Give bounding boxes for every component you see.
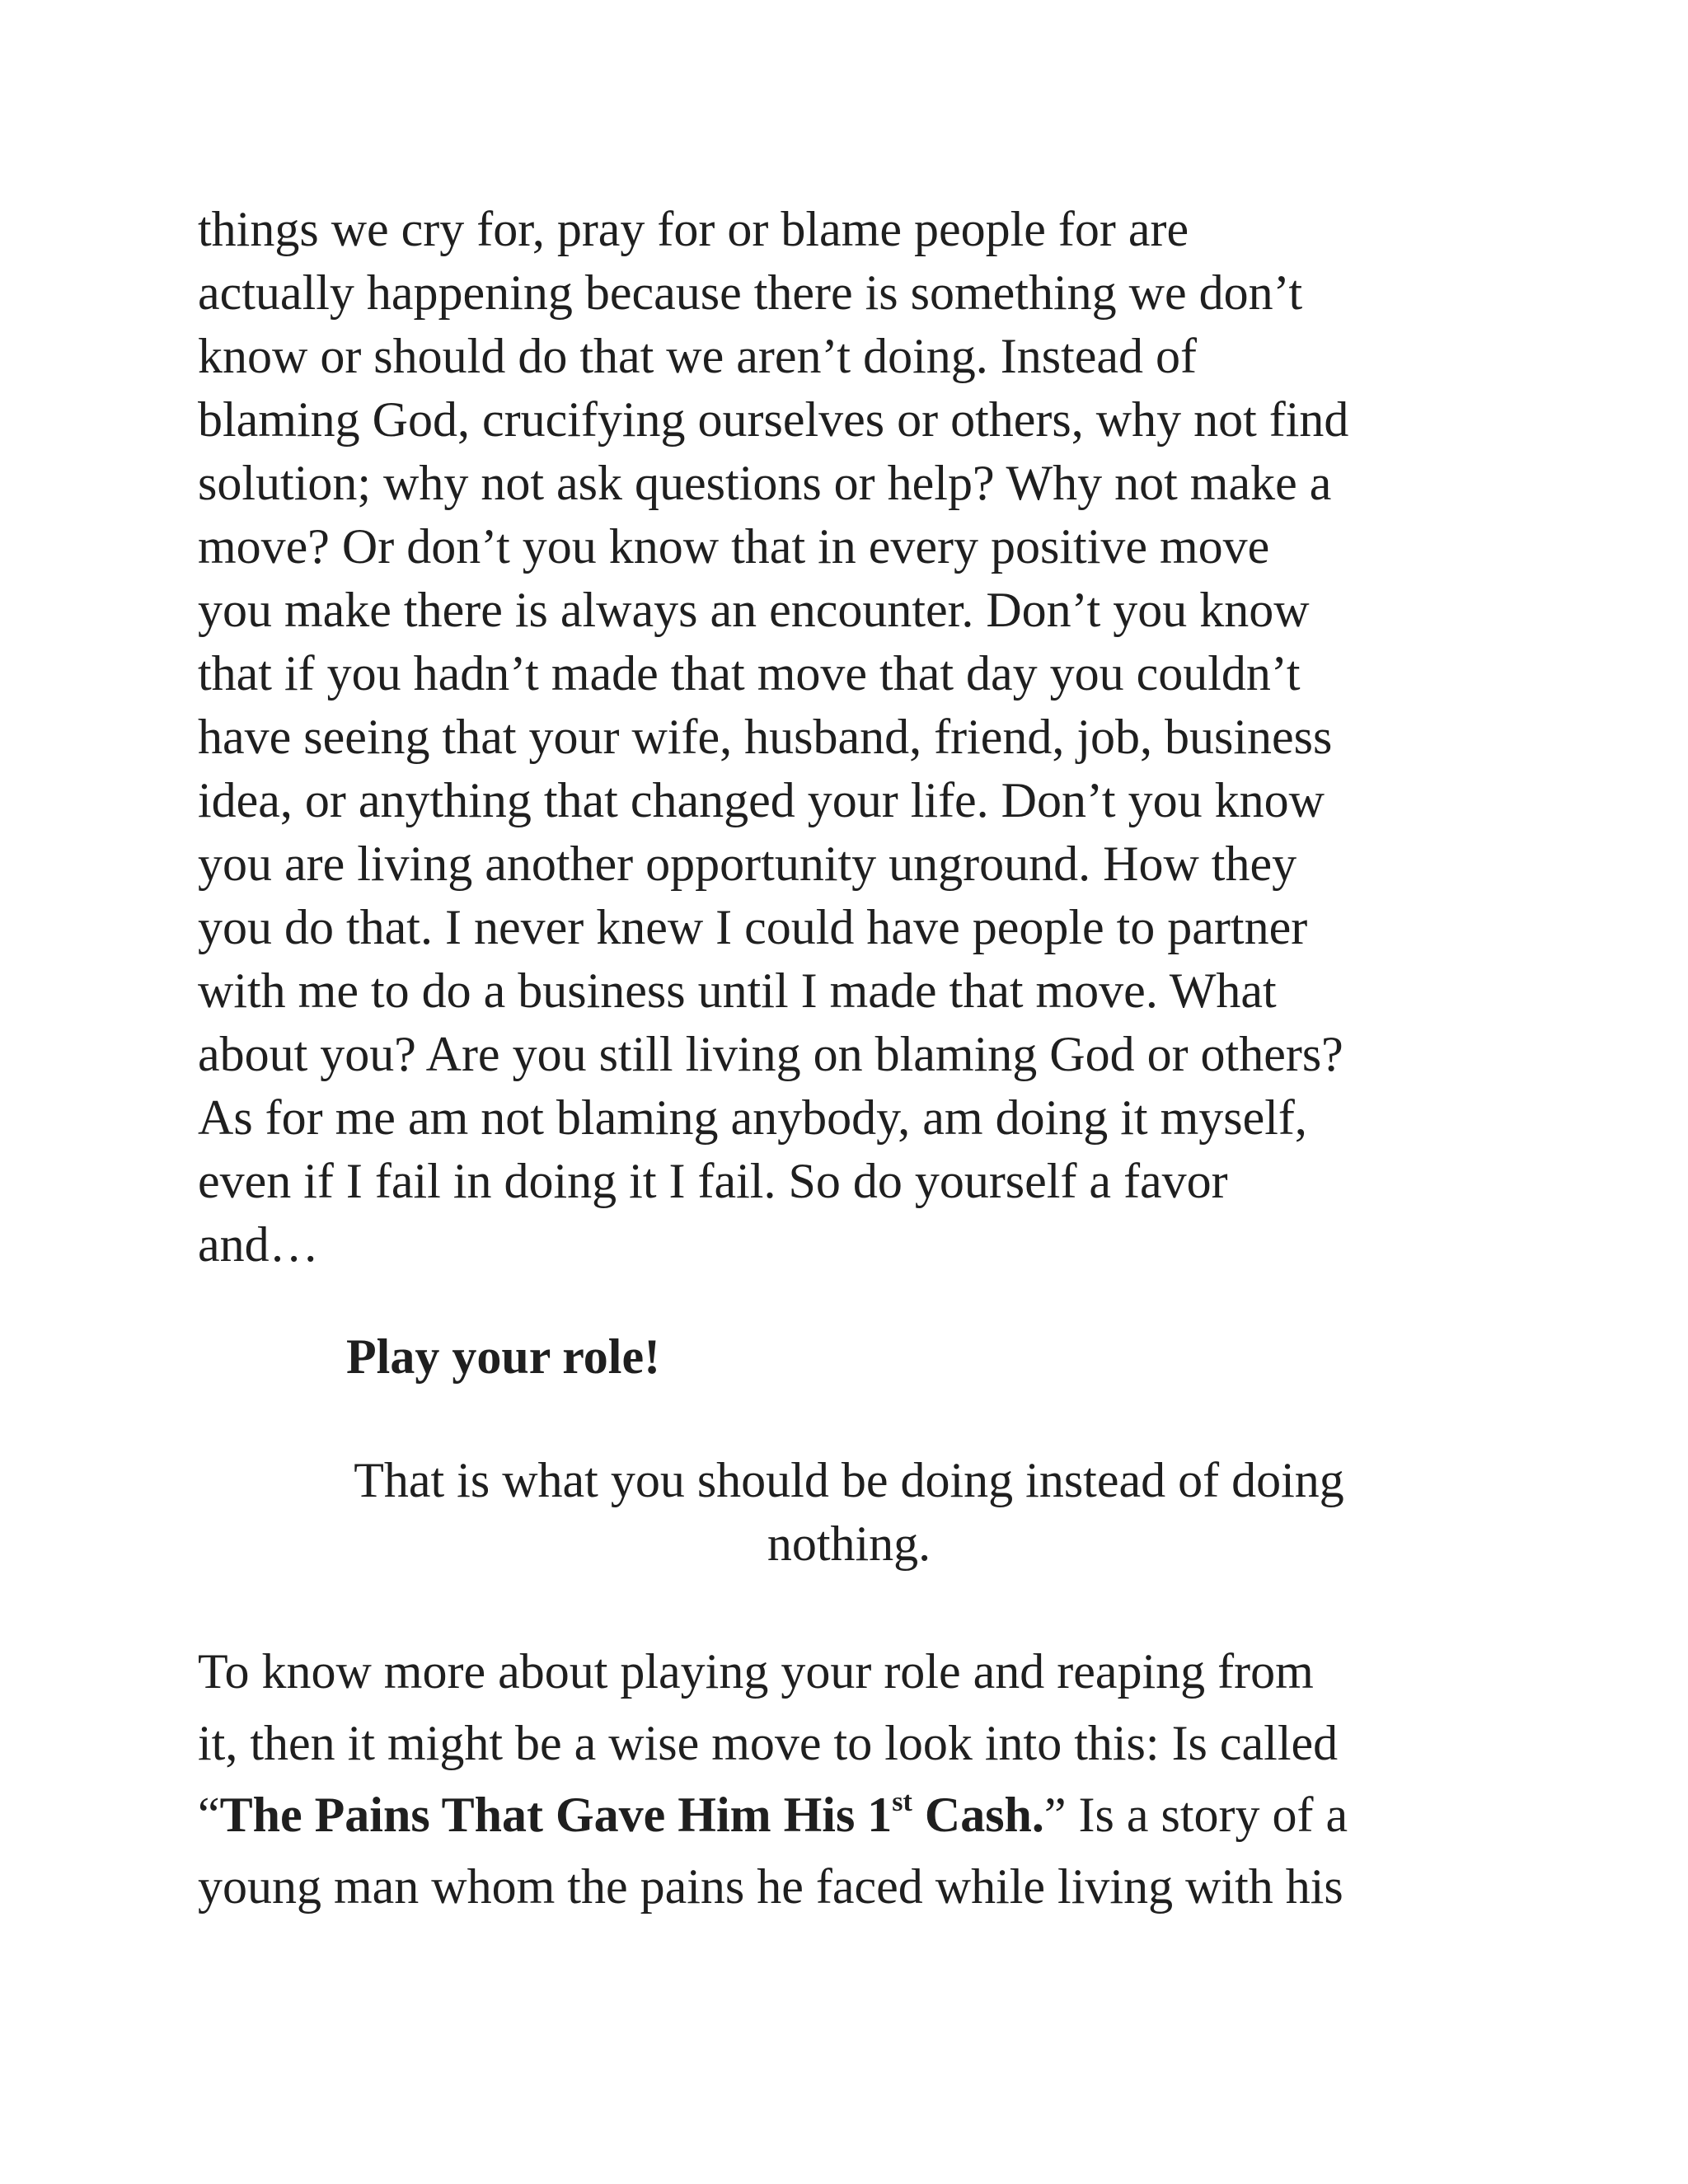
body-line: things we cry for, pray for or blame people for are — [198, 202, 1189, 256]
body-line: you do that. I never knew I could have people to partner — [198, 900, 1308, 954]
body-line: move? Or don’t you know that in every positive move — [198, 519, 1270, 574]
closing-line: it, then it might be a wise move to look into this: Is called — [198, 1716, 1339, 1770]
section-heading: Play your role! — [346, 1329, 661, 1384]
book-title — [220, 1788, 1044, 1842]
ordinal-suffix: st — [892, 1787, 912, 1817]
body-line: know or should do that we aren’t doing. Instead of — [198, 329, 1197, 383]
body-line: blaming God, crucifying ourselves or others, why not find — [198, 392, 1349, 447]
body-line: even if I fail in doing it I fail. So do yourself a favor — [198, 1154, 1228, 1208]
body-line: and… — [198, 1217, 319, 1272]
body-line: idea, or anything that changed your life. Don’t you know — [198, 773, 1325, 827]
closing-line: To know more about playing your role and reaping from — [198, 1644, 1314, 1699]
body-line: about you? Are you still living on blaming God or others? — [198, 1027, 1343, 1081]
open-quote: “ — [198, 1788, 220, 1842]
centered-line: That is what you should be doing instead of doing — [354, 1453, 1344, 1507]
closing-line-with-title — [198, 1779, 1517, 1851]
body-line: have seeing that your wife, husband, friend, job, business — [198, 710, 1333, 764]
body-line: actually happening because there is something we don’t — [198, 265, 1303, 320]
centered-line: nothing. — [767, 1516, 931, 1571]
body-line: As for me am not blaming anybody, am doing it myself, — [198, 1090, 1307, 1145]
body-line: you make there is always an encounter. Don’t you know — [198, 583, 1310, 637]
body-line: that if you hadn’t made that move that day you couldn’t — [198, 646, 1301, 701]
centered-paragraph — [198, 1449, 1500, 1576]
body-line: with me to do a business until I made that move. What — [198, 963, 1277, 1018]
book-title-text: The Pains That Gave Him His 1 — [219, 1788, 893, 1842]
closing-line-rest: ” Is a story of a — [1043, 1788, 1348, 1842]
body-line: you are living another opportunity unground. How they — [198, 837, 1297, 891]
closing-paragraph — [198, 1636, 1517, 1923]
book-title-end: Cash. — [912, 1788, 1044, 1842]
closing-line: young man whom the pains he faced while living with his — [198, 1859, 1343, 1914]
body-line: solution; why not ask questions or help? Why not make a — [198, 456, 1332, 510]
body-paragraph — [198, 198, 1500, 1277]
